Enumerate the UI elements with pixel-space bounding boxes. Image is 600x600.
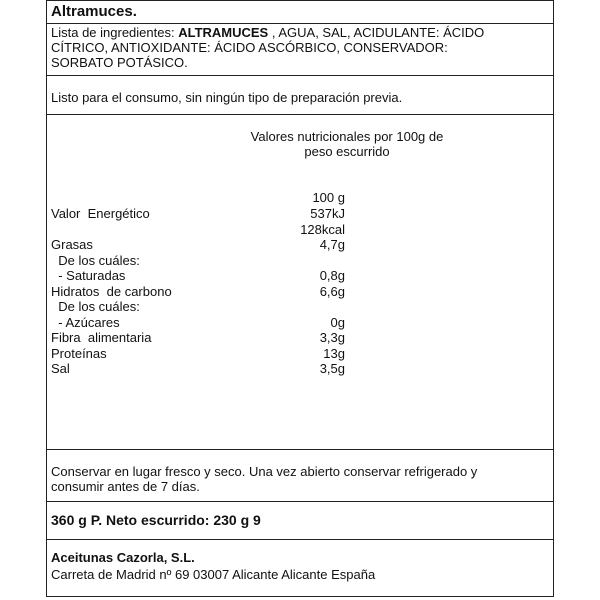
nutrition-row-value: 4,7g [319, 237, 345, 252]
company-name: Aceitunas Cazorla, S.L. [51, 550, 195, 565]
nutrition-row-value: 13g [323, 345, 345, 361]
divider [47, 23, 553, 24]
divider [47, 114, 553, 115]
nutrition-row-value: 0,8g [319, 268, 345, 283]
nutrition-row-label: De los cuáles: [51, 299, 140, 314]
nutrition-row-label: - Saturadas [51, 268, 126, 283]
nutrition-row-label: Valor Energético [51, 206, 150, 221]
divider [47, 449, 553, 450]
ingredients-prefix: Lista de ingredientes: [51, 25, 179, 40]
company-address: Carreta de Madrid nº 69 03007 Alicante Alicante España [51, 567, 376, 582]
nutrition-row-label: - Azúcares [51, 314, 120, 330]
net-weight: 360 g P. Neto escurrido: 230 g 9 [51, 512, 261, 528]
nutrition-header: Valores nutricionales por 100g de peso escurrido [250, 129, 444, 159]
nutrition-row-label: Sal [51, 361, 70, 376]
divider [47, 539, 553, 540]
storage-text: Conservar en lugar fresco y seco. Una vez abierto conservar refrigerado y consumir antes de 7 días. [51, 464, 478, 494]
nutrition-row-value: 537kJ [310, 206, 345, 221]
ingredients-list [51, 25, 511, 70]
preparation-text: Listo para el consumo, sin ningún tipo de preparación previa. [51, 90, 403, 105]
nutrition-row-label: Grasas [51, 237, 93, 252]
nutrition-row-value: 3,5g [319, 361, 345, 376]
nutrition-row-label: Hidratos de carbono [51, 283, 172, 299]
nutrition-row-label: Fibra alimentaria [51, 330, 152, 345]
nutrition-row-value: 128kcal [300, 221, 345, 237]
nutrition-per-label: 100 g [312, 190, 345, 205]
nutrition-row-value: 6,6g [319, 283, 345, 299]
ingredients-highlight: ALTRAMUCES [178, 25, 269, 40]
product-name: Altramuces. [51, 3, 137, 20]
nutrition-row-label: De los cuáles: [51, 252, 140, 268]
ingredients-rest: , AGUA, SAL, ACIDULANTE: ÁCIDO CÍTRICO, ANTIOXIDANTE: ÁCIDO ASCÓRBICO, CONSERVADOR: SORBATO POTÁSICO. [51, 25, 485, 70]
nutrition-row-value: 3,3g [319, 330, 345, 345]
divider [47, 75, 553, 76]
divider [47, 501, 553, 502]
nutrition-row-label: Proteínas [51, 345, 107, 361]
product-label [46, 0, 554, 597]
nutrition-row-value: 0g [330, 314, 345, 330]
